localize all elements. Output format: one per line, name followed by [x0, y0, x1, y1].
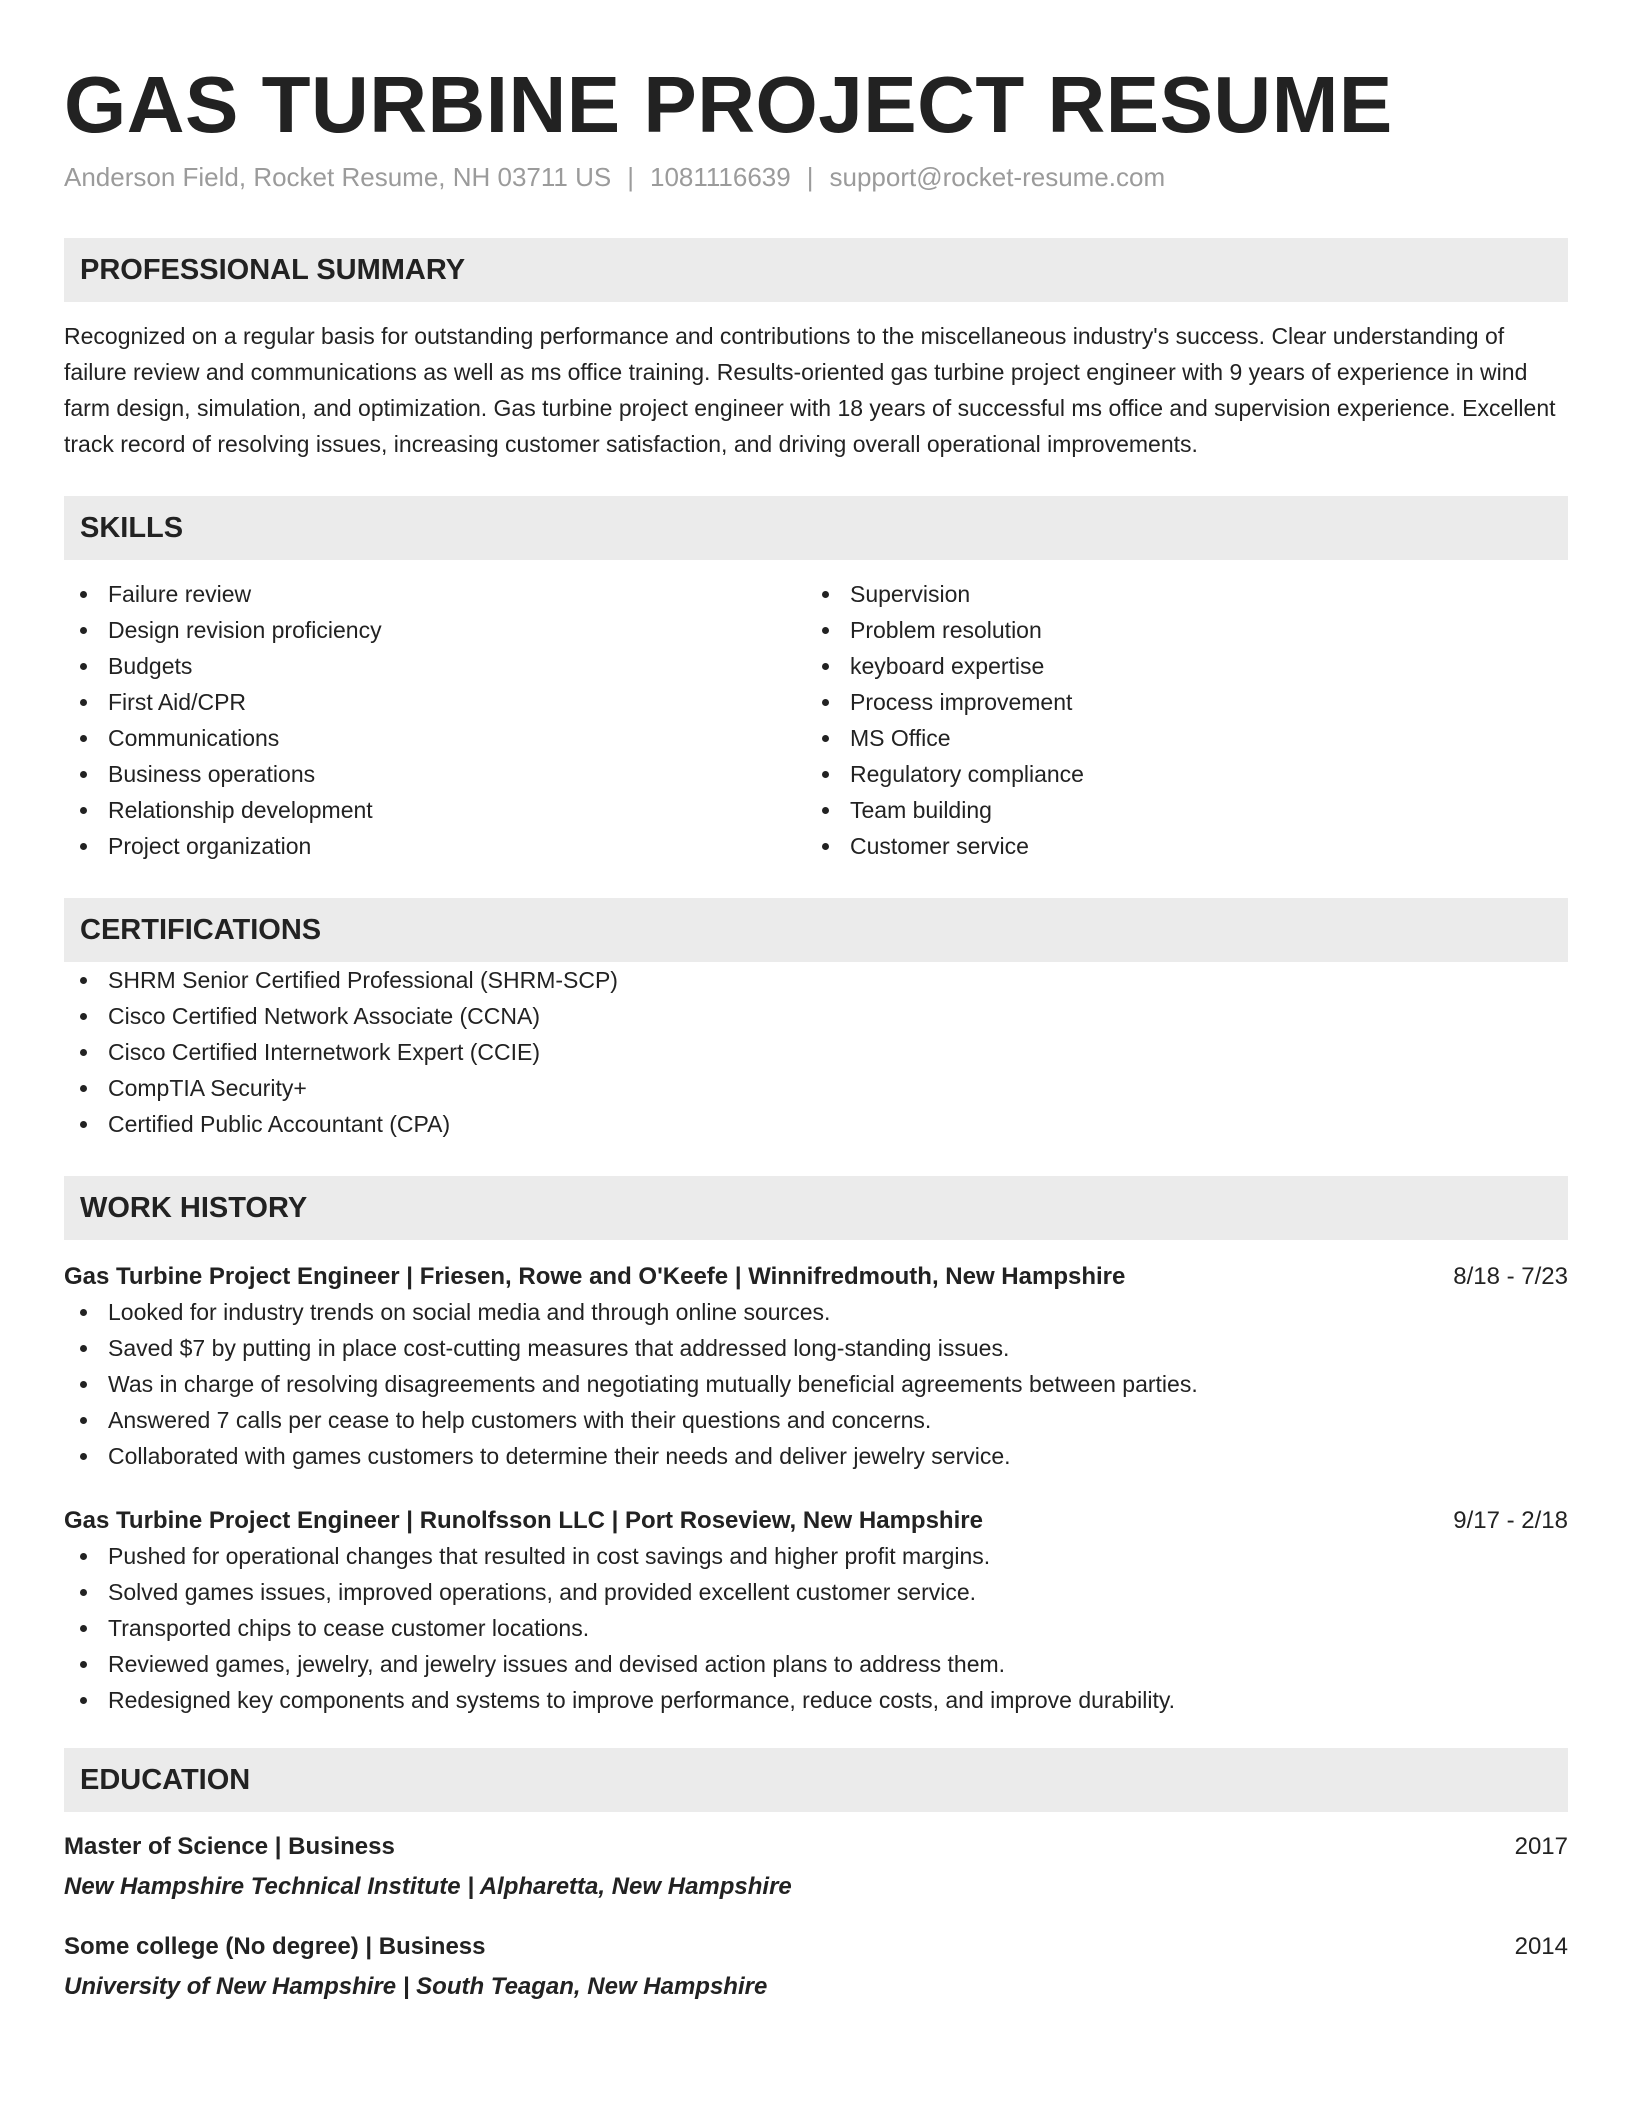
job-bullet: Transported chips to cease customer locations. [64, 1610, 1568, 1646]
skills-column-right [806, 576, 1548, 864]
education-entry [64, 1930, 1568, 2004]
job-bullet: Looked for industry trends on social media and through online sources. [64, 1294, 1568, 1330]
certification-item: Cisco Certified Internetwork Expert (CCIE) [64, 1034, 1568, 1070]
skill-item: Process improvement [806, 684, 1548, 720]
job-bullet: Saved $7 by putting in place cost-cutting measures that addressed long-standing issues. [64, 1330, 1568, 1366]
skill-item: Regulatory compliance [806, 756, 1548, 792]
skill-item: Design revision proficiency [64, 612, 806, 648]
job-dates: 8/18 - 7/23 [1453, 1263, 1568, 1290]
skill-item: keyboard expertise [806, 648, 1548, 684]
job-entry [64, 1260, 1568, 1474]
education-header [64, 1830, 1568, 1864]
skills-grid [64, 576, 1568, 864]
contact-line [64, 160, 1568, 194]
certification-item: Certified Public Accountant (CPA) [64, 1106, 1568, 1142]
job-header [64, 1260, 1568, 1294]
job-bullet: Redesigned key components and systems to improve performance, reduce costs, and improve durability. [64, 1682, 1568, 1718]
skill-item: Failure review [64, 576, 806, 612]
certifications-heading: CERTIFICATIONS [64, 898, 1568, 962]
skill-item: Project organization [64, 828, 806, 864]
skill-item: Supervision [806, 576, 1548, 612]
skills-column-left [64, 576, 806, 864]
job-bullet: Reviewed games, jewelry, and jewelry issues and devised action plans to address them. [64, 1646, 1568, 1682]
skills-heading: SKILLS [64, 496, 1568, 560]
skill-item: Business operations [64, 756, 806, 792]
contact-address: Anderson Field, Rocket Resume, NH 03711 US [64, 162, 612, 192]
contact-phone: 1081116639 [649, 162, 791, 192]
skill-item: Budgets [64, 648, 806, 684]
education-school: University of New Hampshire | South Teagan, New Hampshire [64, 1973, 768, 2000]
certifications-list [64, 962, 1568, 1142]
job-header [64, 1504, 1568, 1538]
summary-heading: PROFESSIONAL SUMMARY [64, 238, 1568, 302]
education-school: New Hampshire Technical Institute | Alpharetta, New Hampshire [64, 1873, 792, 1900]
job-entry [64, 1504, 1568, 1718]
summary-text: Recognized on a regular basis for outstanding performance and contributions to the miscellaneous industry's success. Clear understanding of failure review and communications as well as ms office training. Results-oriented gas turbine project engineer with 9 years of experience in wind farm design, simulation, and optimization. Gas turbine project engineer with 18 years of successful ms office and supervision experience. Excellent track record of resolving issues, increasing customer satisfaction, and driving overall operational improvements. [64, 323, 1556, 457]
skill-item: Relationship development [64, 792, 806, 828]
certification-item: SHRM Senior Certified Professional (SHRM-SCP) [64, 962, 1568, 998]
contact-separator: | [806, 162, 814, 192]
education-degree: Some college (No degree) | Business [64, 1933, 486, 1960]
resume-title: GAS TURBINE PROJECT RESUME [64, 60, 1393, 149]
skill-item: Customer service [806, 828, 1548, 864]
job-title: Gas Turbine Project Engineer | Runolfsson LLC | Port Roseview, New Hampshire [64, 1507, 983, 1534]
skill-item: First Aid/CPR [64, 684, 806, 720]
work-history-heading: WORK HISTORY [64, 1176, 1568, 1240]
job-bullets [64, 1538, 1568, 1718]
education-header [64, 1930, 1568, 1964]
certification-item: Cisco Certified Network Associate (CCNA) [64, 998, 1568, 1034]
education-degree: Master of Science | Business [64, 1833, 395, 1860]
education-year: 2017 [1514, 1833, 1568, 1860]
contact-separator: | [627, 162, 634, 192]
job-bullets [64, 1294, 1568, 1474]
skill-item: Communications [64, 720, 806, 756]
education-entry [64, 1830, 1568, 1904]
job-bullet: Was in charge of resolving disagreements and negotiating mutually beneficial agreements between parties. [64, 1366, 1568, 1402]
job-bullet: Solved games issues, improved operations, and provided excellent customer service. [64, 1574, 1568, 1610]
job-bullet: Pushed for operational changes that resulted in cost savings and higher profit margins. [64, 1538, 1568, 1574]
skill-item: MS Office [806, 720, 1548, 756]
contact-email: support@rocket-resume.com [829, 162, 1166, 192]
education-heading: EDUCATION [64, 1748, 1568, 1812]
skill-item: Team building [806, 792, 1548, 828]
job-bullet: Collaborated with games customers to determine their needs and deliver jewelry service. [64, 1438, 1568, 1474]
job-dates: 9/17 - 2/18 [1453, 1507, 1568, 1534]
job-title: Gas Turbine Project Engineer | Friesen, Rowe and O'Keefe | Winnifredmouth, New Hampshire [64, 1263, 1126, 1290]
skill-item: Problem resolution [806, 612, 1548, 648]
education-year: 2014 [1514, 1933, 1568, 1960]
job-bullet: Answered 7 calls per cease to help customers with their questions and concerns. [64, 1402, 1568, 1438]
certification-item: CompTIA Security+ [64, 1070, 1568, 1106]
resume-page [64, 0, 1568, 2004]
